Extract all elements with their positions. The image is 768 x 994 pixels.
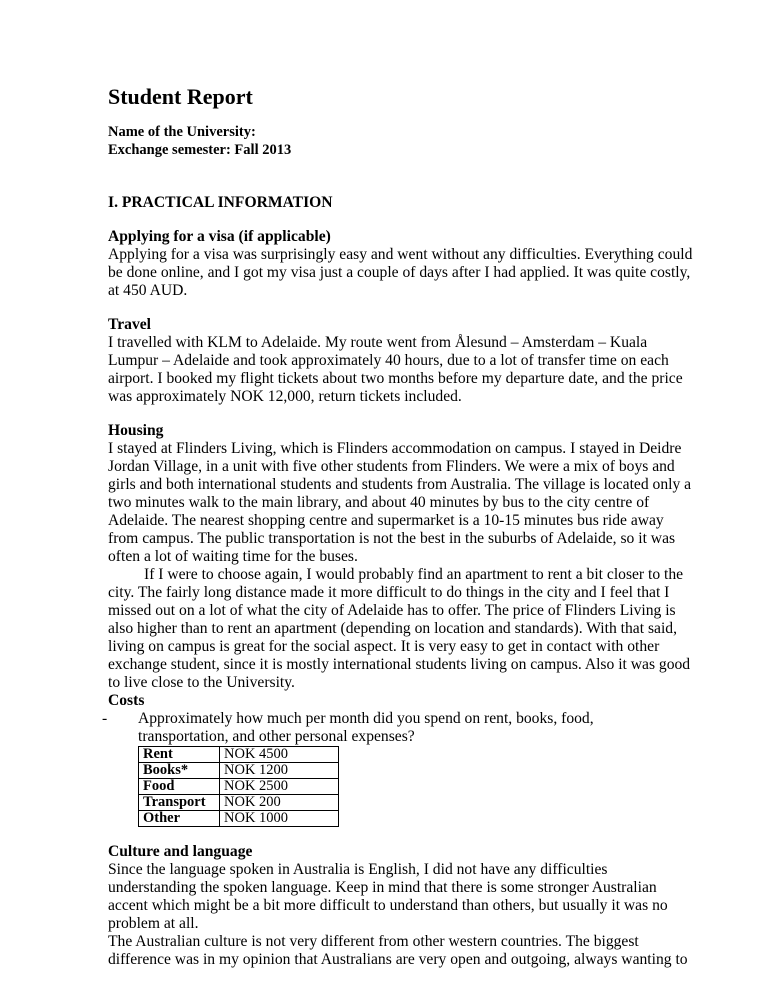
text-line: two minutes walk to the main library, and about 40 minutes by bus to the city centre of bbox=[108, 494, 650, 511]
dash-bullet: - bbox=[102, 710, 108, 727]
text-line: living on campus is great for the social aspect. It is very easy to get in contact with other bbox=[108, 638, 660, 655]
travel-heading: Travel bbox=[108, 316, 152, 333]
text-line: to live close to the University. bbox=[108, 674, 295, 691]
text-line: The Australian culture is not very different from other western countries. The biggest bbox=[108, 933, 639, 950]
cost-item: Food bbox=[139, 779, 220, 795]
cost-amount: NOK 1200 bbox=[220, 763, 339, 779]
cost-item: Transport bbox=[139, 795, 220, 811]
cost-item: Rent bbox=[139, 747, 220, 763]
text-line: Lumpur – Adelaide and took approximately 40 hours, due to a lot of transfer time on each bbox=[108, 352, 669, 369]
cost-amount: NOK 1000 bbox=[220, 811, 339, 827]
culture-heading: Culture and language bbox=[108, 843, 253, 860]
text-line: missed out on a lot of what the city of Adelaide has to offer. The price of Flinders Living is bbox=[108, 602, 676, 619]
text-line: also higher than to rent an apartment (depending on location and standards). With that said, bbox=[108, 620, 677, 637]
housing-paragraph-1 bbox=[108, 440, 692, 566]
text-line: often a lot of waiting time for the buses. bbox=[108, 548, 358, 565]
housing-heading: Housing bbox=[108, 422, 164, 439]
table-row bbox=[139, 779, 339, 795]
semester-label: Exchange semester: Fall 2013 bbox=[108, 141, 292, 158]
costs-question-text bbox=[138, 710, 594, 746]
text-line: was approximately NOK 12,000, return tickets included. bbox=[108, 388, 462, 405]
table-row bbox=[139, 795, 339, 811]
cost-amount: NOK 200 bbox=[220, 795, 339, 811]
costs-question bbox=[102, 710, 688, 746]
text-line: problem at all. bbox=[108, 915, 199, 932]
text-line: accent which might be a bit more difficult to understand than others, but usually it was no bbox=[108, 897, 668, 914]
table-row bbox=[139, 763, 339, 779]
text-line: Applying for a visa was surprisingly easy and went without any difficulties. Everything could bbox=[108, 246, 693, 263]
text-line: transportation, and other personal expenses? bbox=[138, 728, 415, 745]
text-line: I stayed at Flinders Living, which is Flinders accommodation on campus. I stayed in Deidre bbox=[108, 440, 682, 457]
table-row bbox=[139, 811, 339, 827]
text-line: Adelaide. The nearest shopping centre and supermarket is a 10-15 minutes bus ride away bbox=[108, 512, 664, 529]
university-label: Name of the University: bbox=[108, 124, 256, 140]
document-title: Student Report bbox=[108, 84, 253, 109]
text-line: city. The fairly long distance made it more difficult to do things in the city and I feel that I bbox=[108, 584, 670, 601]
visa-paragraph bbox=[108, 246, 693, 300]
cost-amount: NOK 2500 bbox=[220, 779, 339, 795]
costs-heading: Costs bbox=[108, 692, 145, 709]
cost-amount: NOK 4500 bbox=[220, 747, 339, 763]
text-line: be done online, and I got my visa just a couple of days after I had applied. It was quite costly, bbox=[108, 264, 691, 281]
text-line: I travelled with KLM to Adelaide. My route went from Ålesund – Amsterdam – Kuala bbox=[108, 334, 648, 351]
text-line: from campus. The public transportation is not the best in the suburbs of Adelaide, so it was bbox=[108, 530, 676, 547]
text-line: understanding the spoken language. Keep in mind that there is some stronger Australian bbox=[108, 879, 657, 896]
document-page bbox=[102, 84, 693, 969]
text-line: at 450 AUD. bbox=[108, 282, 188, 299]
table-row bbox=[139, 747, 339, 763]
cost-item: Books* bbox=[139, 763, 220, 779]
text-line: Since the language spoken in Australia is English, I did not have any difficulties bbox=[108, 861, 608, 878]
text-line: If I were to choose again, I would probably find an apartment to rent a bit closer to the bbox=[144, 566, 684, 583]
text-line: airport. I booked my flight tickets about two months before my departure date, and the price bbox=[108, 370, 683, 387]
costs-table bbox=[138, 746, 339, 827]
section-heading: I. PRACTICAL INFORMATION bbox=[108, 194, 333, 211]
text-line: difference was in my opinion that Australians are very open and outgoing, always wanting to bbox=[108, 951, 688, 968]
text-line: exchange student, since it is mostly international students living on campus. Also it was good bbox=[108, 656, 691, 673]
housing-paragraph-2 bbox=[108, 566, 691, 692]
culture-paragraph bbox=[108, 861, 688, 969]
text-line: Approximately how much per month did you spend on rent, books, food, bbox=[138, 710, 594, 727]
text-line: Jordan Village, in a unit with five other students from Flinders. We were a mix of boys and bbox=[108, 458, 675, 475]
travel-paragraph bbox=[108, 334, 688, 406]
text-line: girls and both international students and students from Australia. The village is located only a bbox=[108, 476, 692, 493]
cost-item: Other bbox=[139, 811, 220, 827]
visa-heading: Applying for a visa (if applicable) bbox=[108, 228, 331, 245]
